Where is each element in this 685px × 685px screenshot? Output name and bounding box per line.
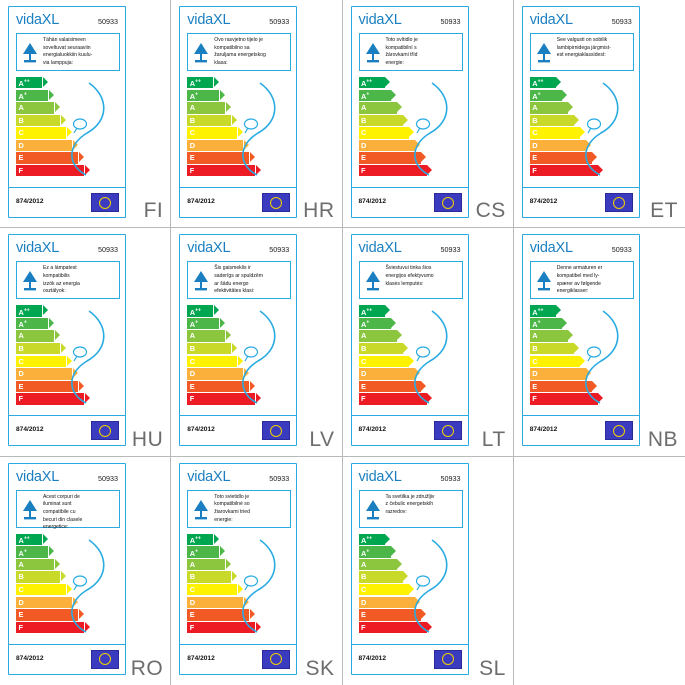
brand-logo: vidaXL [529,240,573,257]
language-code: FI [143,199,164,223]
energy-class-bar: F [530,393,598,404]
lamp-arc-illustration [396,77,463,181]
desc-line: spærer av følgende [556,280,601,287]
label-cell-et [514,0,685,228]
description-text [386,491,462,517]
description-text [43,34,119,68]
energy-class-bar: A++ [187,534,213,545]
energy-class-bar: D [16,140,72,151]
model-number: 50933 [440,245,461,255]
lamp-icon [17,34,43,70]
regulation-number: 874/2012 [358,198,387,205]
energy-class-bar: E [359,152,421,163]
desc-line: See valgusti on sobilik [556,37,608,43]
regulation-number: 874/2012 [358,426,387,434]
description-box [359,33,463,71]
description-box [187,33,291,71]
energy-label-card [8,463,126,675]
energy-class-bar: A [187,330,225,341]
lamp-arc-illustration [567,305,634,409]
regulation-number: 874/2012 [16,426,44,434]
desc-line: Ovo rasvjetno tijelo je [214,37,263,43]
description-text [557,34,633,60]
energy-class-bar: A+ [16,318,48,329]
model-number: 50933 [611,17,632,26]
energy-class-bar: F [187,622,255,633]
desc-line: kompatibilní s [385,44,417,51]
lamp-icon [188,34,214,70]
eu-flag-icon [91,421,119,440]
model-number: 50933 [269,473,290,483]
energy-class-bar: E [359,381,421,392]
label-header [180,7,296,33]
desc-line: via lamppuja: [43,59,74,66]
energy-class-bar: A++ [16,534,42,545]
energy-class-bar: A++ [359,534,385,545]
label-cell-hu [0,228,171,456]
energy-label-card [179,6,297,218]
energy-label-card [8,6,126,218]
brand-logo: vidaXL [358,12,402,28]
language-code: HU [131,427,164,451]
eu-flag-icon [605,421,633,440]
energy-class-bar: A+ [16,90,48,101]
description-box [16,33,120,71]
desc-line: kompatibilno sa [214,44,250,51]
energy-class-bar: A+ [187,90,219,101]
energy-class-bar: E [187,381,249,392]
energy-class-bar: E [16,152,78,163]
language-code: HR [303,199,335,223]
regulation-number: 874/2012 [187,198,215,205]
label-footer [352,415,468,445]
label-cell-cs [343,0,514,228]
energy-class-bar: E [359,609,421,620]
desc-line: soveltuvat seuraaviin [43,44,91,51]
label-cell-fi [0,0,171,228]
energy-class-bar: C [16,356,66,367]
lamp-arc-illustration [53,305,120,409]
regulation-number: 874/2012 [16,198,44,205]
description-text [386,34,462,68]
energy-class-bar: A+ [530,318,562,329]
energy-class-bar: A++ [359,77,385,88]
desc-line: Šviestuvui tinka šios [385,265,432,272]
description-text [214,262,290,296]
energy-class-bar: A [16,559,54,570]
energy-class-bar: A+ [187,546,219,557]
energy-class-bar: A [359,102,397,113]
label-footer [180,644,296,674]
energy-class-bar: F [16,393,84,404]
label-header [180,235,296,261]
desc-line: žiarovkami tried [214,508,250,515]
energy-class-bar: A+ [16,546,48,557]
energy-class-bar: A+ [359,546,391,557]
energy-class-bar: C [530,127,580,138]
energy-label-card [351,463,469,675]
brand-logo: vidaXL [358,240,402,257]
eu-flag-icon [434,193,462,212]
desc-line: Šis gaismeklis ir [214,265,251,272]
label-footer [180,187,296,217]
desc-line: iluminat sunt [43,501,72,508]
eu-flag-icon [605,193,633,212]
desc-line: klasa: [214,59,228,66]
model-number: 50933 [98,245,118,255]
energy-class-bar: A++ [16,305,42,316]
regulation-number: 874/2012 [187,654,215,662]
energy-class-bar: F [187,165,255,176]
energy-label-card [179,234,297,446]
desc-line: energie: [385,59,404,66]
label-cell-sl [343,457,514,685]
regulation-number: 874/2012 [187,426,215,434]
energy-label-card [351,234,469,446]
label-cell-nb [514,228,685,456]
lamp-icon [531,262,557,298]
brand-logo: vidaXL [16,12,60,28]
energy-class-bar: D [359,368,415,379]
energy-class-bar: F [16,622,84,633]
energy-class-bar: C [359,584,409,595]
energy-class-bar: E [187,152,249,163]
description-text [557,262,633,296]
desc-line: Ta svetilka je združljiv [385,493,435,500]
energy-class-bar: A [530,330,568,341]
description-box [187,261,291,299]
desc-line: lambipirnidega järgmist- [556,44,611,51]
desc-line: kompatibilné so [214,501,250,508]
eu-flag-icon [262,650,290,669]
energy-label-card [179,463,297,675]
label-header [352,235,468,261]
energy-class-bar: F [359,393,427,404]
regulation-number: 874/2012 [16,654,44,662]
lamp-arc-illustration [224,305,291,409]
desc-line: z čebulic energetskih [385,501,434,508]
energy-class-bar: A++ [16,77,42,88]
label-footer [180,415,296,445]
label-cell-hr [171,0,342,228]
description-box [530,261,634,299]
lamp-arc-illustration [396,534,463,638]
energy-class-bar: A [359,559,397,570]
regulation-number: 874/2012 [529,198,558,205]
energy-class-bar: F [530,165,598,176]
label-header [9,7,125,33]
energy-class-bar: C [187,584,237,595]
energy-class-bar: D [359,140,415,151]
lamp-arc-illustration [396,305,463,409]
description-text [386,262,462,288]
language-code: SL [479,656,506,680]
label-cell-ro [0,457,171,685]
label-header [352,7,468,33]
lamp-icon [188,262,214,298]
label-footer [523,187,639,217]
language-code: RO [130,656,164,680]
energy-class-bar: B [359,115,403,126]
energy-class-bar: D [530,140,586,151]
label-cell-lt [343,228,514,456]
desc-line: Acest corpuri de [43,493,80,500]
lamp-icon [531,34,557,70]
energy-class-bar: A++ [187,305,213,316]
energy-class-bar: A+ [530,90,562,101]
brand-logo: vidaXL [16,240,60,257]
energy-class-bar: C [16,127,66,138]
regulation-number: 874/2012 [529,426,558,434]
eu-flag-icon [91,193,119,212]
energy-class-bar: F [359,165,427,176]
eu-flag-icon [434,650,462,669]
energy-class-bar: E [530,152,592,163]
description-box [359,261,463,299]
energy-class-bar: D [359,597,415,608]
description-box [530,33,634,71]
energy-label-card [522,6,640,218]
energy-class-bar: A++ [530,305,556,316]
energy-class-bar: A+ [187,318,219,329]
energy-class-bar: E [530,381,592,392]
label-footer [9,644,125,674]
energy-class-bar: A [16,102,54,113]
desc-line: izzók az energia [43,280,80,287]
lamp-icon [360,491,386,527]
model-number: 50933 [269,245,290,255]
label-footer [352,644,468,674]
desc-line: osztályok: [43,288,66,295]
desc-line: Toto svítidlo je [385,37,418,43]
desc-line: saderīgs ar spuldzēm [214,272,263,279]
desc-line: ar šādu energo [214,280,249,287]
energy-label-card [522,234,640,446]
energy-label-card [8,234,126,446]
description-box [16,490,120,531]
lamp-icon [188,491,214,527]
desc-line: energie: [214,516,233,523]
label-header [352,464,468,490]
energy-class-bar: B [359,343,403,354]
desc-line: Ez a lámpatest [43,265,77,272]
energy-class-bar: C [359,356,409,367]
label-footer [9,415,125,445]
desc-line: becuri din clasele [43,516,83,523]
energy-class-bar: B [16,115,60,126]
brand-logo: vidaXL [358,468,402,485]
lamp-arc-illustration [224,77,291,181]
energy-class-bar: D [187,140,243,151]
energy-class-bar: E [16,609,78,620]
label-header [523,235,639,261]
energy-class-bar: A [187,559,225,570]
energy-class-bar: A [359,330,397,341]
desc-line: Tähän valaisimeen [43,37,86,43]
brand-logo: vidaXL [16,468,60,485]
energy-class-bar: B [530,343,574,354]
description-box [359,490,463,528]
lamp-arc-illustration [567,77,634,181]
eu-flag-icon [262,421,290,440]
energy-class-bar: E [16,381,78,392]
language-code: CS [475,199,506,223]
energy-class-bar: A++ [187,77,213,88]
label-footer [352,187,468,217]
desc-line: žárovkami tříd [385,52,418,59]
label-header [523,7,639,33]
description-text [43,491,119,532]
desc-line: energetice: [43,524,69,531]
language-code: SK [305,656,335,680]
model-number: 50933 [611,245,632,255]
desc-line: est energiaklassidest: [556,52,606,59]
energy-class-bar: A [187,102,225,113]
model-number: 50933 [440,473,461,483]
energy-class-bar: B [530,115,574,126]
energy-class-bar: F [16,165,84,176]
brand-logo: vidaXL [187,468,231,485]
label-footer [523,415,639,445]
label-cell-lv [171,228,342,456]
energy-class-bar: F [187,393,255,404]
desc-line: klasės lemputės: [385,280,424,287]
model-number: 50933 [98,473,118,483]
desc-line: energialuokkiin kuulu- [43,52,93,59]
desc-line: compatibile cu [43,508,76,515]
energy-class-bar: D [16,368,72,379]
desc-line: kompatibilis [43,272,70,279]
energy-class-bar: D [187,368,243,379]
energy-class-bar: C [359,127,409,138]
brand-logo: vidaXL [187,240,231,257]
regulation-number: 874/2012 [358,654,387,662]
desc-line: razredov: [385,508,407,515]
energy-class-bar: B [359,571,403,582]
label-cell-sk [171,457,342,685]
eu-flag-icon [434,421,462,440]
energy-class-bar: D [16,597,72,608]
energy-class-bar: A+ [359,318,391,329]
lamp-arc-illustration [53,77,120,181]
energy-class-bar: A+ [359,90,391,101]
model-number: 50933 [440,17,461,26]
description-box [16,261,120,299]
energy-class-bar: F [359,622,427,633]
energy-class-bar: E [187,609,249,620]
lamp-icon [360,34,386,70]
brand-logo: vidaXL [187,12,231,28]
energy-class-bar: A++ [359,305,385,316]
language-code: LV [309,427,335,451]
label-footer [9,187,125,217]
energy-class-bar: B [16,343,60,354]
energy-class-bar: B [187,343,231,354]
energy-class-bar: C [187,356,237,367]
energy-class-bar: D [187,597,243,608]
empty-cell [514,457,685,685]
energy-class-bar: A [530,102,568,113]
model-number: 50933 [269,17,290,26]
energy-class-bar: C [187,127,237,138]
language-code: NB [647,427,678,451]
desc-line: energijos efektyvumo [385,272,434,279]
language-code: LT [481,427,506,451]
description-box [187,490,291,528]
lamp-icon [360,262,386,298]
desc-line: energiklasser: [556,288,589,295]
language-code: ET [650,199,678,223]
description-text [214,34,290,68]
energy-class-bar: C [16,584,66,595]
energy-class-bar: B [187,571,231,582]
desc-line: žaruljama energetskog [214,52,266,59]
label-header [9,464,125,490]
desc-line: Toto svietidlo je [214,493,250,500]
lamp-arc-illustration [224,534,291,638]
energy-label-card [351,6,469,218]
lamp-arc-illustration [53,534,120,638]
energy-class-bar: C [530,356,580,367]
description-text [43,262,119,296]
description-text [214,491,290,525]
label-header [180,464,296,490]
eu-flag-icon [91,650,119,669]
desc-line: efektivitātes klasi: [214,288,255,295]
model-number: 50933 [98,17,118,26]
desc-line: kompatibel med ly- [556,272,600,279]
lamp-icon [17,491,43,527]
energy-class-bar: A [16,330,54,341]
brand-logo: vidaXL [529,12,573,28]
lamp-icon [17,262,43,298]
desc-line: Denne armaturen er [556,265,603,272]
eu-flag-icon [262,193,290,212]
energy-class-bar: A++ [530,77,556,88]
energy-class-bar: B [187,115,231,126]
label-header [9,235,125,261]
energy-class-bar: B [16,571,60,582]
energy-class-bar: D [530,368,586,379]
